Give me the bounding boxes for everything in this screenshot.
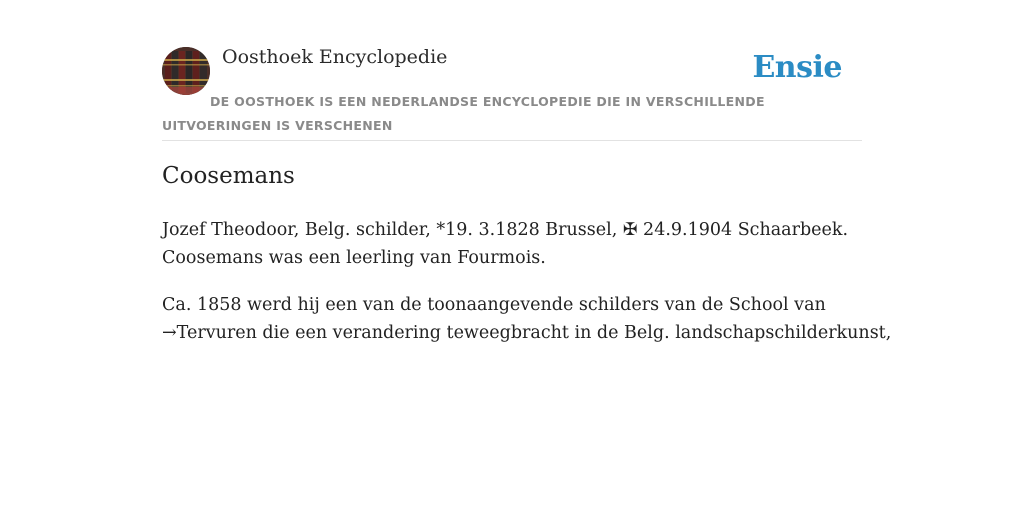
site-tagline: DE OOSTHOEK IS EEN NEDERLANDSE ENCYCLOPEDIE DIE IN VERSCHILLENDE UITVOERINGEN IS VERSCHENEN — [162, 94, 765, 133]
article-paragraph — [162, 291, 892, 347]
page-container — [162, 0, 892, 343]
paragraph-line: Jozef Theodoor, Belg. schilder, *19. 3.1828 Brussel, ✠ 24.9.1904 Schaarbeek. — [162, 220, 849, 240]
paragraph-line: Ca. 1858 werd hij een van de toonaangevende schilders van de School van — [162, 295, 826, 315]
article-paragraph — [162, 216, 862, 272]
site-name-link[interactable]: Oosthoek Encyclopedie — [222, 46, 448, 68]
ensie-logo-link[interactable]: Ensie — [752, 50, 842, 85]
books-icon — [162, 47, 210, 95]
paragraph-line: Coosemans was een leerling van Fourmois. — [162, 248, 546, 268]
encyclopedia-books-avatar-icon[interactable] — [162, 47, 210, 95]
article-title: Coosemans — [162, 163, 295, 189]
site-header — [162, 0, 862, 141]
paragraph-line-with-link[interactable]: →Tervuren die een verandering teweegbracht in de Belg. landschapschilderkunst, — [162, 323, 892, 343]
